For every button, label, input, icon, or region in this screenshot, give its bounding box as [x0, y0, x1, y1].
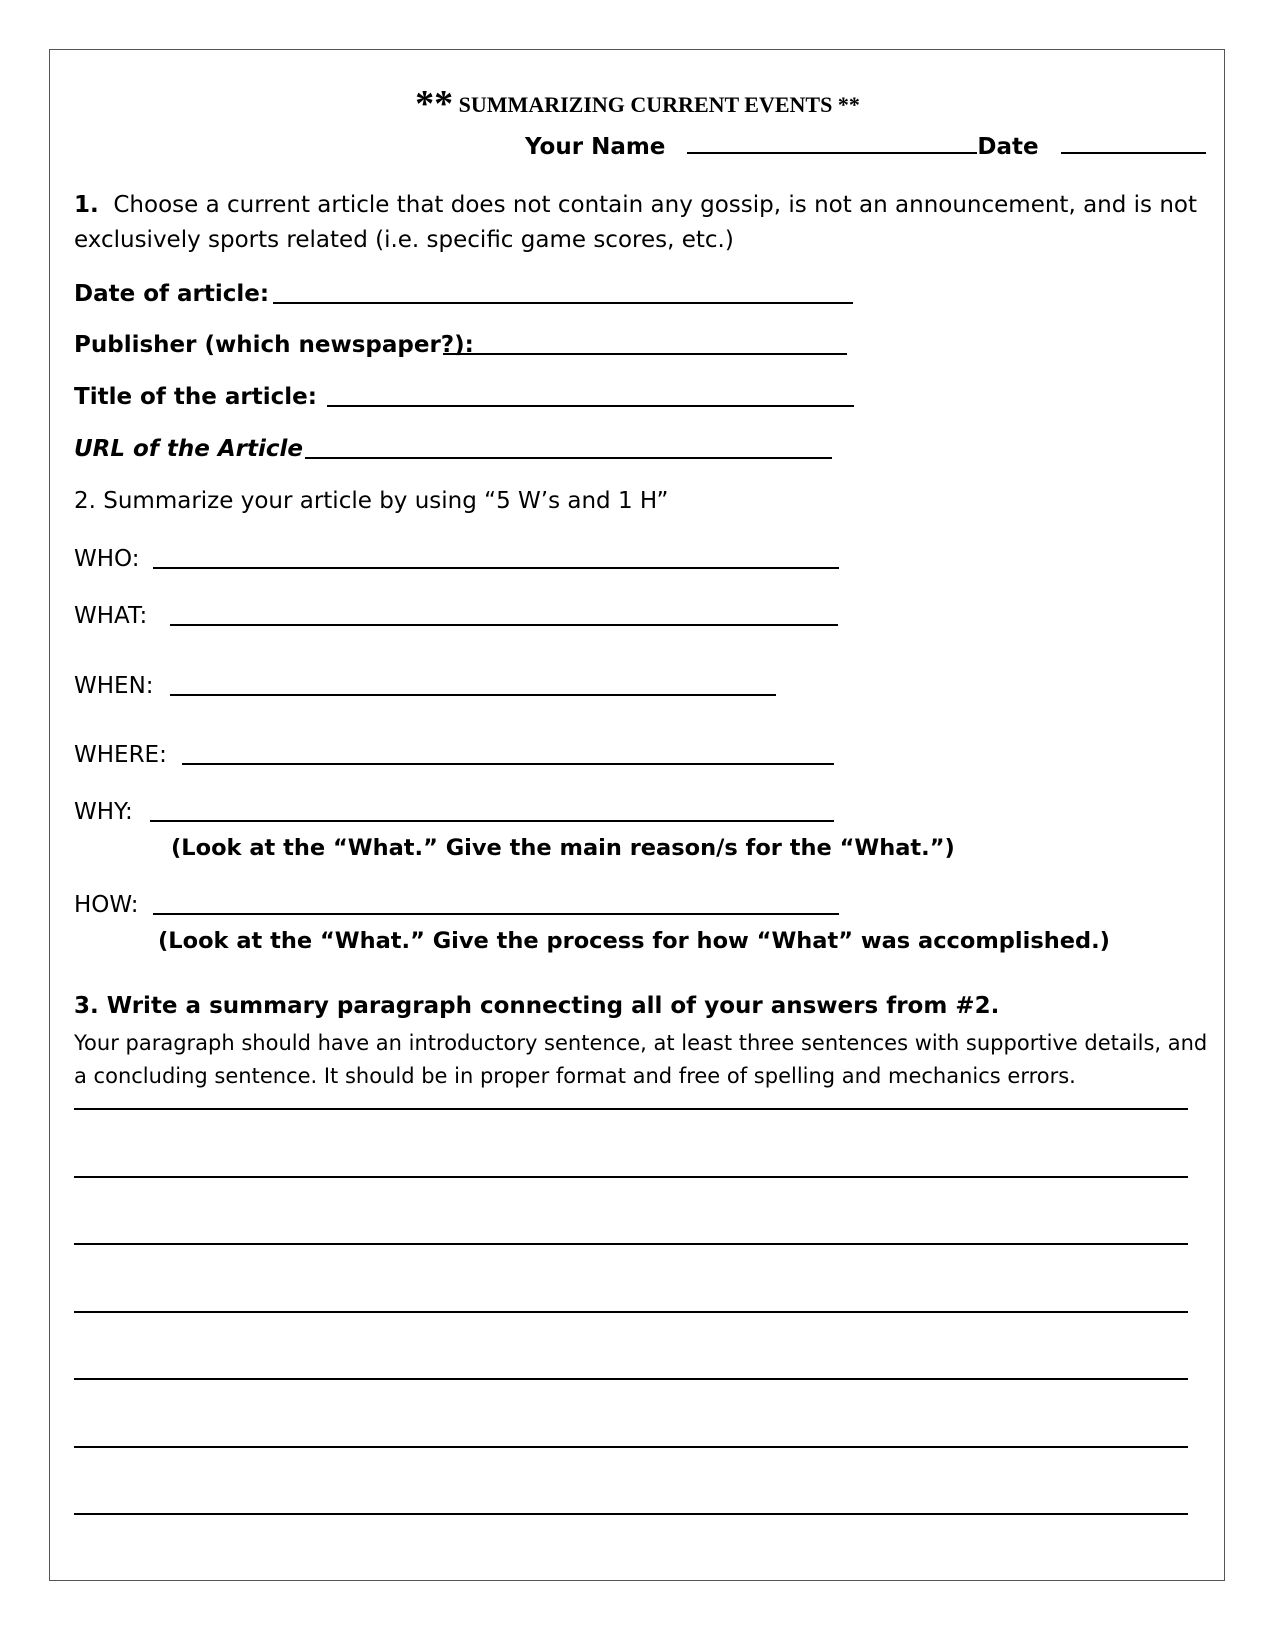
- why-hint: (Look at the “What.” Give the main reason/s for the “What.”): [171, 835, 955, 861]
- how-label: HOW:: [74, 892, 139, 918]
- title-stars-right: **: [837, 92, 860, 117]
- writing-line[interactable]: [74, 1243, 1188, 1245]
- when-blank[interactable]: [170, 692, 776, 696]
- page-border: [49, 49, 1225, 1581]
- section1-number: 1.: [74, 192, 99, 218]
- section3-heading: 3. Write a summary paragraph connecting all of your answers from #2.: [74, 993, 1000, 1019]
- what-label: WHAT:: [74, 603, 148, 629]
- how-hint: (Look at the “What.” Give the process for how “What” was accomplished.): [158, 928, 1110, 954]
- title-text: SUMMARIZING CURRENT EVENTS: [458, 92, 833, 117]
- name-label: Your Name: [525, 134, 666, 160]
- writing-line[interactable]: [74, 1378, 1188, 1380]
- section1-text: Choose a current article that does not contain any gossip, is not an announcement, and is not exclusively sports related (i.e. specific game scores, etc.): [74, 192, 1198, 253]
- publisher-label: Publisher (which newspaper?):: [74, 332, 474, 358]
- url-label: URL of the Article: [74, 436, 303, 462]
- where-label: WHERE:: [74, 742, 167, 768]
- writing-line[interactable]: [74, 1513, 1188, 1515]
- why-label: WHY:: [74, 799, 133, 825]
- url-field: [74, 436, 303, 462]
- url-blank[interactable]: [305, 455, 832, 459]
- writing-line[interactable]: [74, 1311, 1188, 1313]
- publisher-blank[interactable]: [443, 351, 847, 355]
- section2-heading: 2. Summarize your article by using “5 W’s and 1 H”: [74, 488, 669, 514]
- date-label: Date: [977, 134, 1039, 160]
- title-blank[interactable]: [327, 403, 854, 407]
- who-blank[interactable]: [153, 565, 839, 569]
- how-blank[interactable]: [153, 911, 839, 915]
- where-blank[interactable]: [182, 761, 834, 765]
- name-blank[interactable]: [687, 130, 977, 154]
- date-of-article-label: Date of article:: [74, 281, 270, 307]
- title-stars-left: **: [415, 83, 454, 125]
- section1-instructions: [74, 188, 1214, 258]
- section3-instructions: Your paragraph should have an introductory sentence, at least three sentences with supportive details, and a concluding sentence. It should be in proper format and free of spelling and mechanics errors.: [74, 1031, 1208, 1088]
- publisher-field: [74, 332, 474, 358]
- why-blank[interactable]: [150, 818, 834, 822]
- writing-line[interactable]: [74, 1176, 1188, 1178]
- writing-line[interactable]: [74, 1108, 1188, 1110]
- who-label: WHO:: [74, 546, 140, 572]
- date-blank[interactable]: [1061, 130, 1206, 154]
- title-label: Title of the article:: [74, 384, 317, 410]
- date-of-article-field: [74, 281, 269, 307]
- when-label: WHEN:: [74, 673, 154, 699]
- worksheet-title: [0, 82, 1275, 126]
- writing-line[interactable]: [74, 1446, 1188, 1448]
- what-blank[interactable]: [170, 622, 838, 626]
- name-date-row: [525, 130, 1206, 160]
- title-field: [74, 384, 317, 410]
- date-of-article-blank[interactable]: [273, 300, 853, 304]
